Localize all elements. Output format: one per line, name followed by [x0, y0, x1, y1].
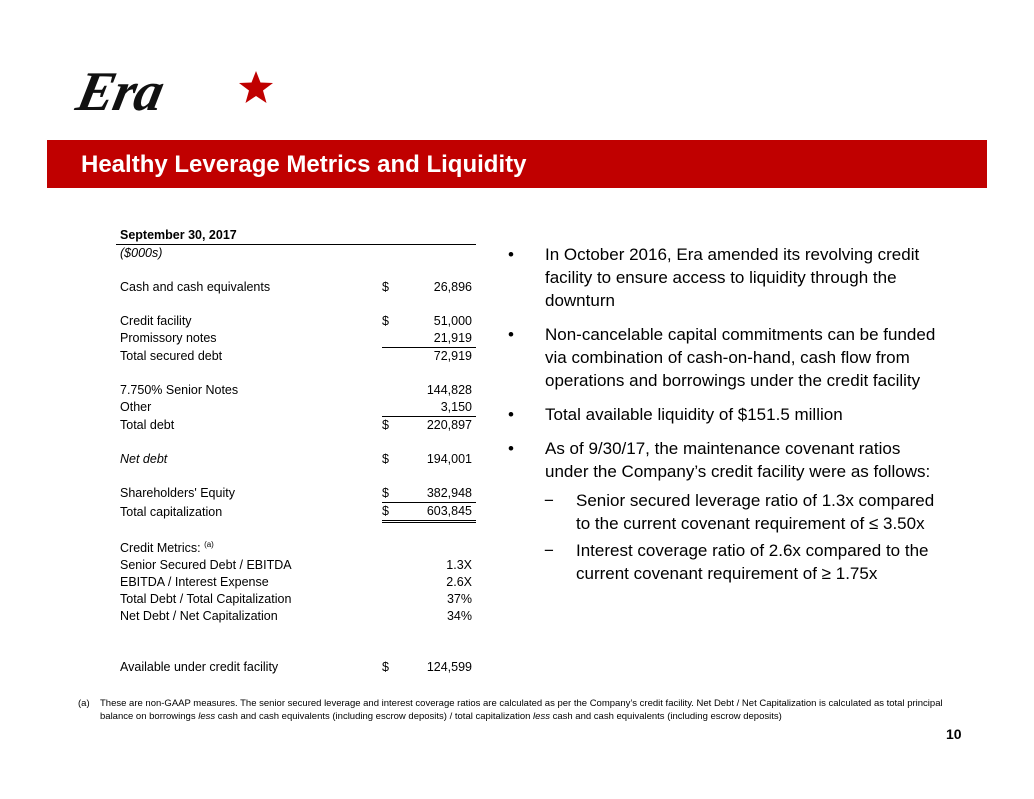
page-title: Healthy Leverage Metrics and Liquidity	[81, 151, 527, 178]
bullet-marker: •	[508, 245, 514, 264]
bullet-marker: •	[508, 439, 514, 458]
table-row: Senior Secured Debt / EBITDA 1.3X	[120, 558, 472, 572]
bullet-marker: •	[508, 405, 514, 424]
sub-bullet-item: − Senior secured leverage ratio of 1.3x compared to the current covenant requirement of ≤ 3.50x	[544, 491, 935, 533]
table-row: Net debt $ 194,001	[120, 452, 472, 466]
table-row: Total capitalization $ 603,845	[116, 503, 476, 522]
table-row: Net Debt / Net Capitalization 34%	[120, 609, 472, 623]
footnote	[78, 697, 948, 723]
table-row: Promissory notes 21,919	[116, 330, 476, 348]
table-row: EBITDA / Interest Expense 2.6X	[120, 575, 472, 589]
sub-bullet-item: − Interest coverage ratio of 2.6x compared to the current covenant requirement of ≥ 1.75x	[544, 541, 929, 583]
dash-marker: −	[544, 491, 554, 510]
dash-marker: −	[544, 541, 554, 560]
table-row: Total debt $ 220,897	[120, 417, 472, 432]
bullet-item: • As of 9/30/17, the maintenance covenant ratios under the Company’s credit facility were as follows:	[508, 439, 931, 481]
table-row: Total secured debt 72,919	[120, 348, 472, 363]
bullet-item: • Total available liquidity of $151.5 million	[508, 405, 843, 424]
table-row: Credit Metrics: $^{(a)}$	[120, 540, 214, 555]
footnote-text: These are non-GAAP measures. The senior secured leverage and interest coverage ratios are calculated as per the Company’s credit facility. Net Debt / Net Capitalization is calculated as total principal balance on borrowings less cash and cash equivalents (including escrow deposits) / total capitalization less cash and cash equivalents (including escrow deposits)	[100, 698, 943, 722]
logo-wordmark: Era	[71, 61, 169, 123]
table-row: Shareholders' Equity $ 382,948	[116, 485, 476, 503]
table-row: Other 3,150	[116, 399, 476, 417]
table-units: ($000s)	[120, 246, 163, 260]
table-row: Available under credit facility $ 124,599	[120, 660, 472, 674]
star-icon	[238, 70, 274, 104]
table-header: September 30, 2017	[116, 227, 382, 245]
table-row: Total Debt / Total Capitalization 37%	[120, 592, 472, 606]
table-row: Cash and cash equivalents $ 26,896	[120, 280, 472, 294]
footnote-ref: (a)	[204, 540, 214, 549]
title-banner	[47, 140, 987, 188]
table-header-row	[116, 227, 476, 245]
bullet-list	[508, 243, 948, 589]
bullet-item: • In October 2016, Era amended its revolving credit facility to ensure access to liquidity through the downturn	[508, 245, 920, 310]
table-row: Credit facility $ 51,000	[120, 314, 472, 328]
footnote-mark: (a)	[78, 698, 90, 709]
bullet-marker: •	[508, 325, 514, 344]
financial-table	[116, 227, 476, 676]
table-row: 7.750% Senior Notes 144,828	[120, 383, 472, 397]
bullet-item: • Non-cancelable capital commitments can be funded via combination of cash-on-hand, cash flow from operations and borrowings under the credit facility	[508, 325, 936, 390]
table-units-row	[116, 245, 476, 263]
era-logo	[71, 61, 278, 126]
page-number: 10	[946, 726, 962, 742]
